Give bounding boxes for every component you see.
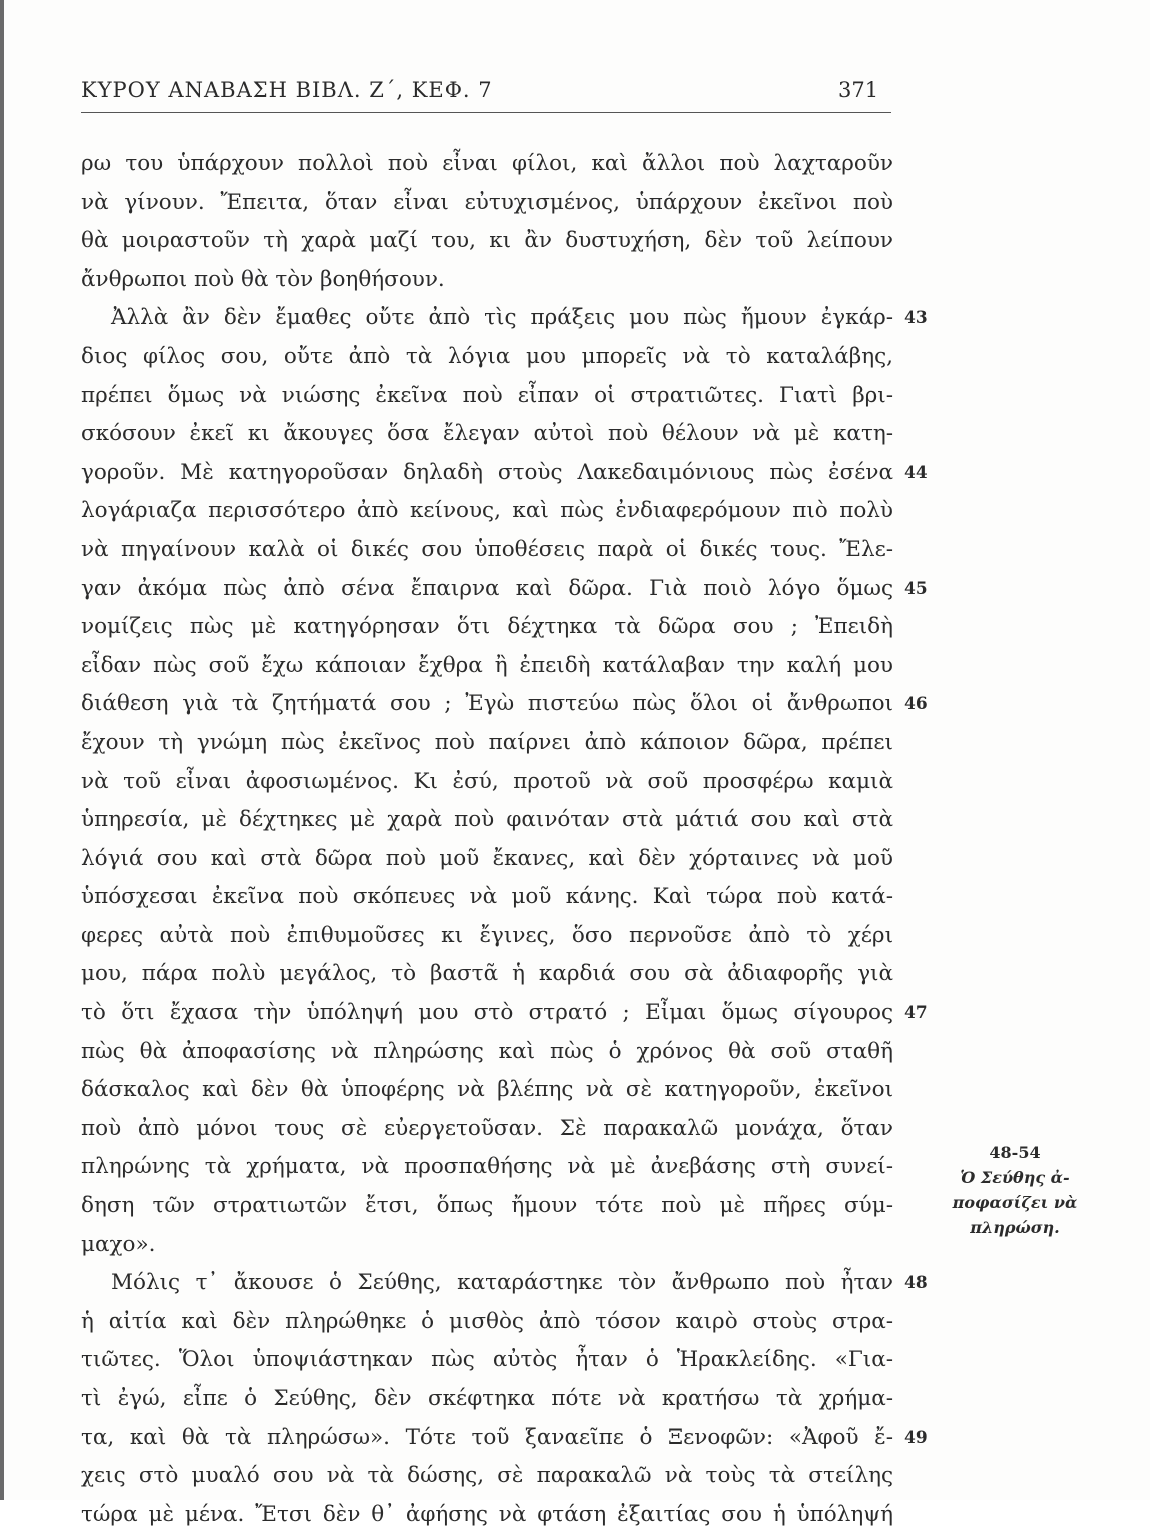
text-line [81,1303,893,1342]
text-line [81,261,893,300]
text-line [81,724,893,763]
text-line-content: νὰ τοῦ εἶναι ἀφοσιωμένος. Κι ἐσύ, προτοῦ νὰ σοῦ προσφέρω καμιὰ [81,768,893,794]
text-line [81,145,893,184]
text-line-content: σκόσουν ἐκεῖ κι ἄκουγες ὅσα ἔλεγαν αὐτοὶ ποὺ θέλουν νὰ μὲ κατη- [81,421,893,447]
text-line [81,917,893,956]
section-number: 43 [904,308,928,329]
text-line [81,1264,928,1303]
text-line [81,878,893,917]
text-line [81,492,893,531]
section-number: 44 [904,462,928,483]
text-line-content: μου, πάρα πολὺ μεγάλος, τὸ βαστᾶ ἡ καρδιά σου σὰ ἀδιαφορῆς γιὰ [81,961,893,987]
text-line [81,1110,893,1149]
margin-note [945,1140,1085,1240]
section-number: 48 [904,1273,928,1294]
text-line [81,1033,893,1072]
text-line-content: γοροῦν. Μὲ κατηγοροῦσαν δηλαδὴ στοὺς Λακεδαιμόνιους πὼς ἐσένα [81,459,893,485]
text-line-content: πὼς θὰ ἀποφασίσης νὰ πληρώσης καὶ πὼς ὁ χρόνος θὰ σοῦ σταθῆ [81,1038,893,1064]
text-line [81,222,893,261]
text-line [81,415,893,454]
text-line [81,1496,893,1534]
page-number: 371 [838,78,879,102]
text-line-content: δάσκαλος καὶ δὲν θὰ ὑποφέρης νὰ βλέπης νὰ σὲ κατηγοροῦν, ἐκεῖνοι [81,1077,893,1103]
text-line-content: μαχο». [81,1231,156,1257]
header-rule [81,112,891,113]
margin-note-gloss-line: πληρώση. [970,1218,1060,1237]
text-line [81,763,893,802]
text-line-content: ρω του ὑπάρχουν πολλοὶ ποὺ εἶναι φίλοι, καὶ ἄλλοι ποὺ λαχταροῦν [81,151,893,176]
text-line [81,994,928,1033]
text-line-content: διος φίλος σου, οὔτε ἀπὸ τὰ λόγια μου μπορεῖς νὰ τὸ καταλάβης, [81,343,893,369]
text-line-content: νομίζεις πὼς μὲ κατηγόρησαν ὅτι δέχτηκα τὰ δῶρα σου ; Ἐπειδὴ [81,614,893,640]
body-text [81,145,928,1534]
text-line [81,685,928,724]
section-number: 45 [904,578,928,599]
text-line [81,955,893,994]
margin-note-gloss-line: Ὁ Σεύθης ἀ- [960,1168,1070,1187]
text-line-content: τώρα μὲ μένα. Ἔτσι δὲν θ᾿ ἀφήσης νὰ φτάση ἐξαιτίας σου ἡ ὑπόληψή [81,1501,893,1527]
text-line [81,1226,893,1265]
text-line-content: Μόλις τ᾿ ἄκουσε ὁ Σεύθης, καταράστηκε τὸν ἄνθρωπο ποὺ ἦταν [111,1270,893,1296]
text-line-content: δηση τῶν στρατιωτῶν ἔτσι, ὅπως ἤμουν τότε ποὺ μὲ πῆρες σύμ- [81,1193,893,1219]
text-line-content: νὰ πηγαίνουν καλὰ οἱ δικές σου ὑποθέσεις παρὰ οἱ δικές τους. Ἔλε- [81,536,893,562]
section-number: 47 [904,1003,928,1024]
text-line [81,531,893,570]
text-line-content: νὰ γίνουν. Ἔπειτα, ὅταν εἶναι εὐτυχισμένος, ὑπάρχουν ἐκεῖνοι ποὺ [81,189,893,215]
text-line [81,1187,893,1226]
text-line-content: χεις στὸ μυαλό σου νὰ τὰ δώσης, σὲ παρακαλῶ νὰ τοὺς τὰ στείλης [81,1463,893,1489]
text-line [81,299,928,338]
text-line [81,1148,893,1187]
text-line-content: τα, καὶ θὰ τὰ πληρώσω». Τότε τοῦ ξαναεῖπε ὁ Ξενοφῶν: «Ἀφοῦ ἔ- [81,1424,893,1450]
text-line [81,377,893,416]
text-line [81,1071,893,1110]
text-line [81,1341,893,1380]
text-line-content: εἶδαν πὼς σοῦ ἔχω κάποιαν ἔχθρα ἢ ἐπειδὴ κατάλαβαν την καλή μου [81,652,893,678]
text-line-content: τιῶτες. Ὅλοι ὑποψιάστηκαν πὼς αὐτὸς ἦταν ὁ Ἡρακλείδης. «Για- [81,1347,893,1373]
text-line-content: τὸ ὅτι ἔχασα τὴν ὑπόληψή μου στὸ στρατό ; Εἶμαι ὅμως σίγουρος [81,1000,893,1026]
text-line-content: θὰ μοιραστοῦν τὴ χαρὰ μαζί του, κι ἂν δυστυχήση, δὲν τοῦ λείπουν [81,228,893,254]
section-number: 46 [904,694,928,715]
text-line-content: ὑπηρεσία, μὲ δέχτηκες μὲ χαρὰ ποὺ φαινόταν στὰ μάτιά σου καὶ στὰ [81,807,893,833]
text-line-content: διάθεση γιὰ τὰ ζητήματά σου ; Ἐγὼ πιστεύω πὼς ὅλοι οἱ ἄνθρωποι [81,691,893,717]
text-line-content: ἄνθρωποι ποὺ θὰ τὸν βοηθήσουν. [81,266,445,292]
text-line-content: πρέπει ὅμως νὰ νιώσης ἐκεῖνα ποὺ εἶπαν οἱ στρατιῶτες. Γιατὶ βρι- [81,382,893,408]
text-line [81,1419,928,1458]
text-line-content: ὑπόσχεσαι ἐκεῖνα ποὺ σκόπευες νὰ μοῦ κάνης. Καὶ τώρα ποὺ κατά- [81,884,893,910]
text-line [81,801,893,840]
text-line [81,338,893,377]
text-line [81,608,893,647]
text-line-content: ποὺ ἀπὸ μόνοι τους σὲ εὐεργετοῦσαν. Σὲ παρακαλῶ μονάχα, ὅταν [81,1115,893,1141]
text-line-content: Ἀλλὰ ἂν δὲν ἔμαθες οὔτε ἀπὸ τὶς πράξεις μου πὼς ἤμουν ἐγκάρ- [111,305,893,331]
running-head: ΚΥΡΟΥ ΑΝΑΒΑΣΗ ΒΙΒΛ. Ζ΄, ΚΕΦ. 7 [81,78,493,102]
margin-note-gloss-line: ποφασίζει νὰ [952,1193,1078,1212]
text-line-content: φερες αὐτὰ ποὺ ἐπιθυμοῦσες κι ἔγινες, ὅσο περνοῦσε ἀπὸ τὸ χέρι [81,922,893,948]
text-line-content: γαν ἀκόμα πὼς ἀπὸ σένα ἔπαιρνα καὶ δῶρα. Γιὰ ποιὸ λόγο ὅμως [81,575,893,601]
page-edge-shadow [0,0,4,1500]
text-line [81,184,893,223]
text-line [81,570,928,609]
text-line [81,1457,893,1496]
text-line-content: τὶ ἐγώ, εἶπε ὁ Σεύθης, δὲν σκέφτηκα πότε νὰ κρατήσω τὰ χρήμα- [81,1386,893,1411]
text-line-content: λόγιά σου καὶ στὰ δῶρα ποὺ μοῦ ἔκανες, καὶ δὲν χόρταινες νὰ μοῦ [81,845,893,871]
text-line [81,454,928,493]
text-line-content: ἡ αἰτία καὶ δὲν πληρώθηκε ὁ μισθὸς ἀπὸ τόσον καιρὸ στοὺς στρα- [81,1308,893,1334]
text-line-content: λογάριαζα περισσότερο ἀπὸ κείνους, καὶ πὼς ἐνδιαφερόμουν πιὸ πολὺ [81,498,893,524]
text-line [81,840,893,879]
section-number: 49 [904,1427,928,1448]
text-line-content: ἔχουν τὴ γνώμη πὼς ἐκεῖνος ποὺ παίρνει ἀπὸ κάποιον δῶρα, πρέπει [81,729,893,755]
text-line [81,1380,893,1419]
text-line-content: πληρώνης τὰ χρήματα, νὰ προσπαθήσης νὰ μὲ ἀνεβάσης στὴ συνεί- [81,1154,893,1180]
margin-note-range: 48-54 [989,1143,1041,1162]
text-line [81,647,893,686]
